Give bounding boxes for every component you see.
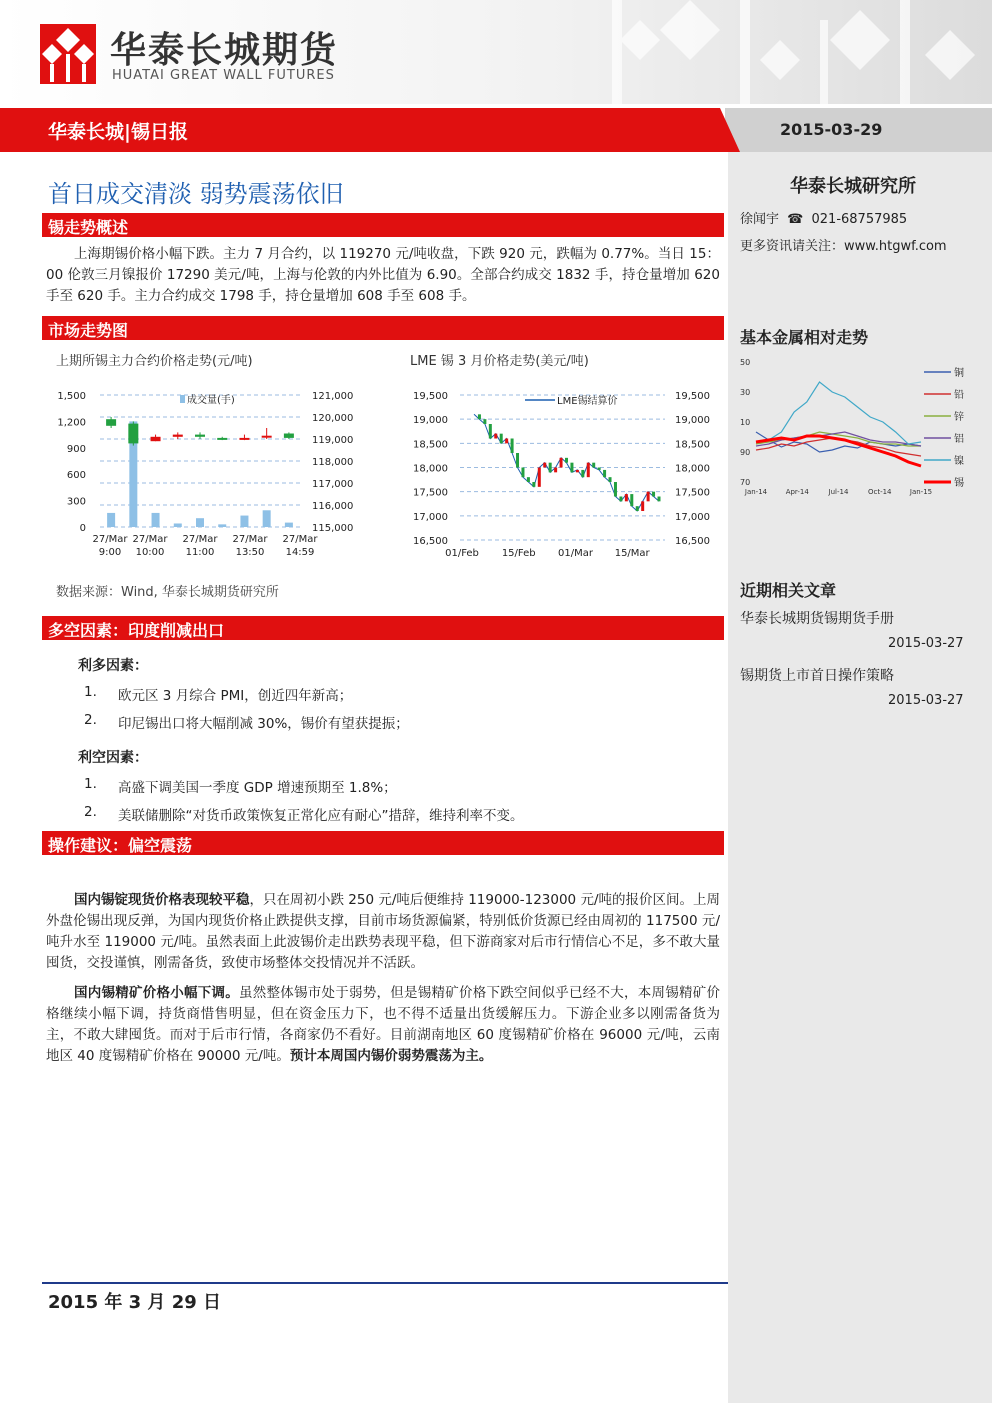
legend-label: 锌 (954, 412, 964, 423)
x-tick: Apr-14 (785, 488, 809, 496)
price-candle (478, 414, 481, 419)
x-tick-time: 13:50 (235, 547, 265, 558)
price-candle (598, 468, 601, 470)
list-number: 2. (84, 712, 97, 728)
y-tick-right: 115,000 (312, 523, 354, 534)
data-source: 数据来源：Wind, 华泰长城期货研究所 (56, 585, 279, 600)
bull-factor-item: 欧元区 3 月综合 PMI，创近四年新高； (118, 688, 353, 704)
advice-paragraph-2 (46, 983, 720, 1067)
price-candle (658, 497, 661, 502)
x-tick-date: 27/Mar (232, 534, 268, 545)
volume-bar (240, 516, 248, 527)
y-tick: 30 (740, 388, 751, 397)
y-tick-right: 116,000 (312, 501, 354, 512)
y-tick-right: 18,500 (675, 439, 710, 451)
y-tick-left: 17,000 (413, 511, 448, 523)
x-tick-time: 9:00 (98, 547, 122, 558)
price-candle (641, 501, 644, 511)
y-tick-right: 17,500 (675, 487, 710, 499)
overview-paragraph: 上海期锡价格小幅下跌。主力 7 月合约，以 119270 元/吨收盘，下跌 920 元，跌幅为 0.77%。当日 15：00 伦敦三月镍报价 17290 美元/吨，上海与伦敦的内外比值为 6.90。全部合约成交 1832 手，持仓量增加 620 手至 620 手。主力合约成交 1798 手，持仓量增加 608 手至 608 手。 (46, 246, 720, 304)
y-tick-right: 118,000 (312, 457, 354, 468)
price-candle (489, 424, 492, 439)
price-candle (505, 439, 508, 444)
advice-p1-body: ，只在周初小跌 250 元/吨后便维持 119000-123000 元/吨的报价区间。上周外盘伦锡出现反弹，为国内现货价格止跌提供支撑，目前市场货源偏紧，特别低价货源已经由周初的 117500 元/吨升水至 119000 元/吨。虽然表面上此波锡价走出跌势表现平稳，但下游商家对后市行情信心不足，多不敢大量囤货，交投谨慎，刚需备货，致使市场整体交投情况并不活跃。 (46, 892, 720, 971)
more-info (740, 235, 947, 254)
legend-label: 铅 (954, 390, 964, 401)
section-label: 多空因素：印度削减出口 (48, 621, 225, 640)
advice-paragraph-1 (46, 890, 720, 974)
price-candle (587, 463, 590, 478)
candle-body (128, 424, 138, 444)
legend-label: 铝 (954, 434, 964, 445)
price-candle (570, 463, 573, 473)
x-tick: 01/Feb (445, 548, 479, 559)
price-candle (521, 468, 524, 478)
list-number: 1. (84, 684, 97, 700)
y-tick: 70 (740, 478, 751, 487)
price-candle (592, 463, 595, 468)
x-tick: 15/Feb (501, 548, 536, 559)
lme-tin-chart (400, 380, 720, 565)
y-tick-left: 900 (66, 443, 86, 455)
y-tick-left: 19,000 (413, 415, 448, 427)
candle-body (106, 419, 116, 426)
candle-body (151, 437, 161, 441)
price-candle (614, 482, 617, 497)
price-candle (494, 434, 497, 439)
y-tick-right: 19,000 (675, 415, 710, 427)
price-candle (483, 419, 486, 424)
phone-icon: ☎ (787, 212, 804, 227)
y-tick-left: 0 (79, 523, 86, 534)
price-candle (630, 494, 633, 506)
right-chart-title: LME 锡 3 月价格走势(美元/吨) (410, 354, 589, 369)
price-candle (647, 492, 650, 502)
volume-bar (174, 523, 182, 527)
brand-name-cn: 华泰长城期货 (110, 30, 339, 71)
y-tick: 50 (740, 358, 751, 367)
y-tick-right: 119,000 (312, 435, 354, 446)
section-label: 锡走势概述 (48, 218, 129, 237)
volume-bar (107, 513, 115, 527)
report-banner (0, 108, 992, 152)
y-tick-right: 16,500 (675, 536, 710, 547)
price-candle (516, 453, 519, 468)
list-number: 1. (84, 776, 97, 792)
bull-factors-heading: 利多因素： (78, 658, 148, 674)
price-candle (543, 463, 546, 468)
price-candle (538, 468, 541, 487)
price-candle (625, 494, 628, 501)
y-tick: 10 (740, 418, 751, 427)
y-tick-left: 1,200 (57, 417, 86, 429)
price-candle (576, 470, 579, 472)
candle-body (239, 438, 249, 440)
article-date: 2015-03-27 (888, 693, 964, 708)
price-candle (554, 468, 557, 473)
article-date: 2015-03-27 (888, 636, 964, 651)
price-candle (565, 458, 568, 463)
advice-p2-conclusion: 预计本周国内锡价弱势震荡为主。 (289, 1048, 493, 1064)
website-link[interactable]: www.htgwf.com (844, 239, 947, 254)
price-candle (619, 497, 622, 502)
price-candle (603, 470, 606, 477)
y-tick-right: 117,000 (312, 479, 354, 490)
x-tick: Jan-14 (744, 488, 768, 496)
y-tick-left: 18,000 (413, 463, 448, 475)
candle-body (284, 434, 294, 438)
x-tick-date: 27/Mar (132, 534, 168, 545)
volume-bar (285, 523, 293, 527)
y-tick-right: 19,500 (675, 391, 710, 402)
x-tick: 01/Mar (557, 548, 593, 559)
price-candle (581, 470, 584, 477)
candle-body (262, 436, 272, 438)
y-tick-right: 17,000 (675, 511, 710, 523)
price-candle (511, 439, 514, 454)
section-label: 市场走势图 (48, 321, 129, 340)
y-tick: 90 (740, 448, 751, 457)
legend-label: 成交量(手) (187, 395, 235, 406)
footer-date: 2015 年 3 月 29 日 (48, 1292, 222, 1313)
bear-factors-heading: 利空因素： (78, 750, 148, 766)
x-tick-date: 27/Mar (182, 534, 218, 545)
y-tick-left: 19,500 (413, 391, 448, 402)
metals-relative-chart (736, 352, 972, 502)
candle-body (173, 435, 183, 437)
headline: 首日成交清淡 弱势震荡依旧 (48, 180, 344, 208)
price-candle (527, 477, 530, 482)
volume-bar (152, 513, 160, 527)
institute-name: 华泰长城研究所 (790, 176, 916, 197)
legend-label: 镍 (954, 456, 964, 467)
x-tick: Jul-14 (828, 488, 849, 496)
price-candle (500, 434, 503, 444)
analyst-name: 徐闻宇 (740, 212, 780, 227)
report-title: 华泰长城|锡日报 (48, 121, 188, 143)
x-tick-date: 27/Mar (92, 534, 128, 545)
related-articles-heading: 近期相关文章 (740, 581, 837, 600)
legend-label: 铜 (954, 368, 964, 379)
footer-divider (42, 1282, 728, 1284)
more-info-label: 更多资讯请关注： (740, 239, 845, 254)
x-tick: Jan-15 (909, 488, 933, 496)
price-candle (549, 463, 552, 473)
y-tick-left: 600 (66, 470, 86, 482)
advice-p1-lead: 国内锡锭现货价格表现较平稳 (74, 892, 250, 908)
y-tick-right: 120,000 (312, 413, 354, 424)
legend-label: LME锡结算价 (557, 396, 618, 407)
y-tick-right: 121,000 (312, 391, 354, 402)
y-tick-left: 300 (66, 496, 86, 508)
analyst-phone: 021-68757985 (811, 212, 908, 227)
left-chart-title: 上期所锡主力合约价格走势(元/吨) (56, 354, 253, 369)
y-tick-left: 16,500 (413, 536, 448, 547)
legend-label: 锡 (954, 478, 964, 489)
section-header-market (42, 316, 724, 340)
article-link[interactable]: 锡期货上市首日操作策略 (740, 668, 894, 684)
shfe-tin-chart (50, 380, 370, 565)
price-candle (652, 492, 655, 497)
report-date: 2015-03-29 (780, 120, 883, 139)
legend-swatch (180, 395, 185, 403)
advice-p2-lead: 国内锡精矿价格小幅下调。 (74, 985, 239, 1001)
y-tick-left: 18,500 (413, 439, 448, 451)
advice-p2-body: 虽然整体锡市处于弱势，但是锡精矿价格下跌空间似乎已经不大，本周锡精矿价格继续小幅下调，持货商惜售明显，但在资金压力下，也不得不适量出货缓解压力。下游企业多以刚需备货为主，不敢大肆囤货。而对于后市行情，各商家仍不看好。目前湖南地区 60 度锡精矿价格在 96000 元/吨，云南地区 40 度锡精矿价格在 90000 元/吨。 (46, 985, 720, 1064)
section-label: 操作建议：偏空震荡 (48, 836, 193, 855)
logo-icon (40, 24, 96, 84)
volume-bar (263, 510, 271, 527)
list-number: 2. (84, 804, 97, 820)
volume-bar (196, 518, 204, 527)
x-tick: Oct-14 (867, 488, 892, 496)
price-candle (636, 506, 639, 511)
bear-factor-item: 美联储删除“对货币政策恢复正常化应有耐心”措辞，维持利率不变。 (118, 808, 524, 824)
candle-body (195, 435, 205, 437)
brand-name-en: HUATAI GREAT WALL FUTURES (112, 68, 335, 83)
page-header (0, 0, 992, 104)
x-tick: 15/Mar (614, 548, 650, 559)
section-header-factors (42, 616, 724, 640)
y-tick-right: 18,000 (675, 463, 710, 475)
bear-factor-item: 高盛下调美国一季度 GDP 增速预期至 1.8%； (118, 780, 397, 796)
price-candle (609, 477, 612, 482)
x-tick-time: 11:00 (185, 547, 215, 558)
x-tick-date: 27/Mar (282, 534, 318, 545)
y-tick-left: 1,500 (57, 391, 86, 402)
section-header-overview (42, 213, 724, 237)
article-link[interactable]: 华泰长城期货锡期货手册 (740, 611, 894, 627)
x-tick-time: 14:59 (285, 547, 315, 558)
price-candle (532, 482, 535, 487)
bull-factor-item: 印尼锡出口将大幅削减 30%，锡价有望获提振； (118, 716, 409, 732)
candle-body (217, 438, 227, 440)
analyst-contact (740, 208, 907, 227)
section-header-advice (42, 831, 724, 855)
y-tick-left: 17,500 (413, 487, 448, 499)
price-candle (560, 458, 563, 468)
volume-bar (218, 524, 226, 527)
metals-chart-heading: 基本金属相对走势 (740, 328, 869, 347)
x-tick-time: 10:00 (135, 547, 165, 558)
